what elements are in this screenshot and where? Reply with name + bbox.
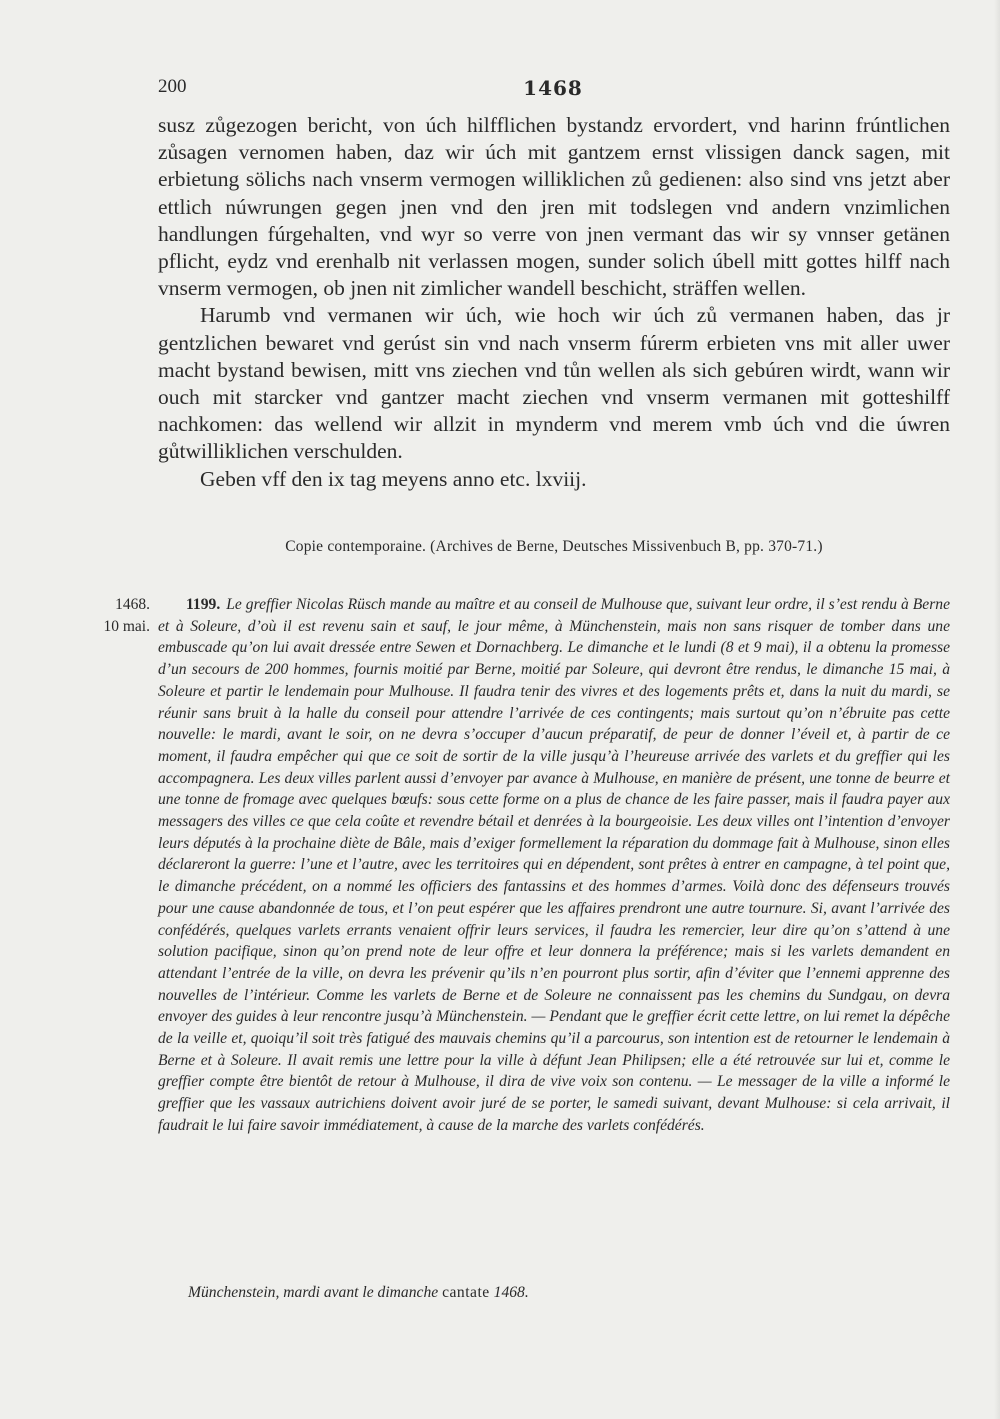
entry-summary-text: Le greffier Nicolas Rüsch mande au maître et au conseil de Mulhouse que, suivant leur ordre, il s’est rendu à Berne et à Soleure, d’où il est revenu sain et sauf, le jour même, à Münchenstein, mais non sans risquer de tomber dans une embuscade qu’on lui avait dressée entre Sewen et Dornachberg. Le dimanche et le lundi (8 et 9 mai), il a obtenu la promesse d’un secours de 200 hommes, fournis moitié par Berne, moitié par Soleure, qui devront être rendus, le dimanche 15 mai, à Soleure et partir le lendemain pour Mulhouse. Il faudra tenir des vivres et des logements prêts et, dans la nuit du mardi, se réunir sans bruit à la halle du conseil pour attendre l’arrivée de ces contingents; mais surtout qu’on n’ébruite pas cette nouvelle: le mardi, avant le soir, on ne devra s’occuper d’aucun préparatif, de peur de donner l’éveil et, à partir de ce moment, il faudra empêcher qui que ce soit de sortir de la ville jusqu’à l’heureuse arrivée des varlets et du greffier qui les accompagnera. Les deux villes parlent aussi d’envoyer par avance à Mulhouse, en manière de présent, une tonne de beurre et une tonne de fromage avec quelques bœufs: sous cette forme on a plus de chance de les faire passer, mais il faudra payer aux messagers des villes ce que cela coûte et revendre bétail et denrées à la bourgeoisie. Les deux villes ont l’intention d’envoyer leurs députés à la prochaine diète de Bâle, mais d’exiger formellement la réparation du dommage fait à Mulhouse, sinon elles déclareront la guerre: l’une et l’autre, avec les territoires qui en dépendent, sont prêtes à entrer en campagne, à tel point que, le dimanche précédent, on a nommé les officiers des fantassins et des hommes d’armes. Voilà donc des défenseurs trouvés pour une cause abandonnée de tous, et l’on peut espérer que les affaires prendront une autre tournure. Si, avant l’arrivée des confédérés, quelques varlets errants venaient offrir leurs services, il faudra les remercier, leur dire qu’on s’attend à une solution pacifique, sinon qu’on prend note de leur offre et leur donnera la préférence; mais si les varlets demandent en attendant l’entrée de la ville, on devra les prévenir qu’ils n’en pourront plus sortir, afin d’éviter que l’ennemi apprenne des nouvelles de l’intérieur. Comme les varlets de Berne et de Soleure ne connaissent pas les chemins du Sundgau, on devra envoyer des guides à leur rencontre jusqu’à Münchenstein. — Pendant que le greffier écrit cette lettre, on lui remet la dépêche de la veille et, quoiqu’il soit très fatigué des mauvais chemins qu’il a parcourus, son intention est de retourner le lendemain à Berne et à Soleure. Il avait remis une lettre pour la ville à défunt Jean Philipsen; elle a été retrouvée sur lui et, comme le greffier compte être bientôt de retour à Mulhouse, il dira de vive voix son contenu. — Le messager de la ville a informé le greffier que les vassaux autrichiens doivent avoir juré de se porter, le samedi suivant, devant Mulhouse: si cela arrivait, il faudrait le lui faire savoir immédiatement, à cause de la marche des varlets confédérés. <box>158 596 950 1134</box>
signoff-cantate: cantate <box>442 1284 490 1301</box>
page-number: 200 <box>158 76 187 97</box>
margin-date-note <box>80 594 150 637</box>
signoff-place-date: Münchenstein, mardi avant le dimanche <box>188 1284 439 1301</box>
german-paragraph-1: susz zůgezogen bericht, von úch hilfflichen bystandz ervordert, vnd harinn frúntlichen zůsagen vernomen haben, daz wir úch mit gantzem ernst vlissigen danck sagen, mit erbietung sölichs nach vnserm vermogen williklichen zů gedienen: also sind vns jetzt aber ettlich núwrungen gegen jnen vnd den jren mit todslegen vnd andern vnzimlichen handlungen fúrgehalten, vnd wyr so verre von jnen vermant das wir sy vnnser getänen pflicht, eydz vnd erenhalb nit verlassen mogen, sunder solich úbell mitt gottes hilff nach vnserm vermogen, ob jnen nit zimlicher wandell beschicht, sträffen wellen. <box>158 113 950 301</box>
german-paragraph-2: Harumb vnd vermanen wir úch, wie hoch wir úch zů vermanen haben, das jr gentzlichen bewaret vnd gerúst sin vnd nach vnserm fúrerm erbieten vns mit aller uwer macht bystand bewisen, mitt vns ziechen vnd tůn wellen als sich gebúren wirdt, wann wir ouch mit starcker vnd gantzer macht ziechen vnd vnserm vermanen mit gotteshilff nachkomen: das wellend wir allzit in mynderm vnd merem vmb úch vnd die úwren gůtwilliklichen verschulden. <box>158 303 950 464</box>
german-letter-text <box>158 112 950 493</box>
margin-year: 1468. <box>115 596 150 613</box>
scan-edge-shadow <box>994 0 1000 1419</box>
entry-1199 <box>158 594 950 1137</box>
german-paragraph-3: Geben vff den ix tag meyens anno etc. lxviij. <box>200 466 587 491</box>
signoff-line <box>188 1284 948 1302</box>
page-header <box>158 76 948 102</box>
running-head: 1468 <box>523 76 583 100</box>
signoff-year: 1468. <box>493 1284 529 1301</box>
entry-number: 1199. <box>186 596 221 613</box>
source-note: Copie contemporaine. (Archives de Berne, Deutsches Missivenbuch B, pp. 370-71.) <box>285 538 823 555</box>
margin-date: 10 mai. <box>103 617 150 635</box>
